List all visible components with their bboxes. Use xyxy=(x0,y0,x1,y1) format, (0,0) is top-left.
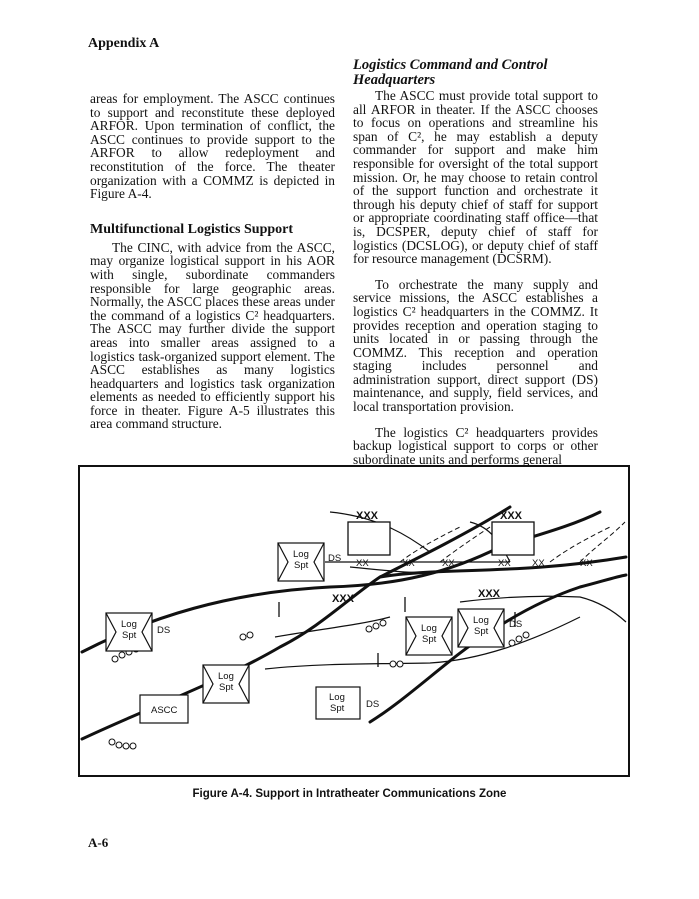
route-circles-center xyxy=(240,632,253,640)
xxx-label-boundary: XXX xyxy=(332,593,355,605)
spt-label-2: Spt xyxy=(122,630,137,641)
xx-dashed-1 xyxy=(400,527,460,562)
ds-label-2: DS xyxy=(157,625,171,636)
xxx-label-boundary-2: XXX xyxy=(478,588,501,600)
figure-a4-frame xyxy=(78,465,630,777)
corps-hq-box-2 xyxy=(492,522,534,555)
xx-label-3: XX xyxy=(442,558,455,569)
xx-label-2: XX xyxy=(402,558,415,569)
page-header: Appendix A xyxy=(88,36,160,51)
log-label-4: Log xyxy=(421,623,437,634)
left-column xyxy=(90,92,335,431)
log-label-6: Log xyxy=(329,692,345,703)
ds-label-1: DS xyxy=(328,553,342,564)
xx-label-4: XX xyxy=(498,558,511,569)
log-label-1: Log xyxy=(293,549,309,560)
log-label-5: Log xyxy=(473,615,489,626)
left-paragraph-1: areas for employment. The ASCC continues to support and reconstitute these deployed ARFOR. Upon termination of conflict, the ASCC continues to provide support to the ARFOR to allow redeployment and reconstitution of the force. The theater organization with a COMMZ is depicted in Figure A-4. xyxy=(90,91,335,202)
spt-label-1: Spt xyxy=(294,560,309,571)
xxx-label-2: XXX xyxy=(500,510,523,522)
right-paragraph-1: The ASCC must provide total support to all ARFOR in theater. If the ASCC chooses to focus on operations and streamline his span of C², he may establish a deputy commander for support and make him responsible for oversight of the total support mission. Or, he may choose to retain control of the support function and orchestrate it through his deputy chief of staff for support or appropriate coordinating staff office—that is, DCSPER, deputy chief of staff for logistics (DCSLOG), or deputy chief of staff for resource management (DCSRM). xyxy=(353,88,598,267)
figure-caption: Figure A-4. Support in Intratheater Communications Zone xyxy=(192,788,507,800)
right-paragraph-2: To orchestrate the many supply and service missions, the ASCC establishes a logistics C² headquarters in the COMMZ. It provides reception and operation staging to units located in or passing through the COMMZ. This reception and operation staging includes personnel and administration support, direct support (DS) maintenance, and supply, field services, and local transportation provision. xyxy=(353,276,598,415)
xx-dashed-3 xyxy=(550,527,610,562)
page-number: A-6 xyxy=(88,835,109,850)
xx-label-5: XX xyxy=(532,558,545,569)
right-column xyxy=(353,58,598,466)
corps-hq-box-1 xyxy=(348,522,390,555)
figure-a4-diagram xyxy=(80,467,628,775)
log-label-2: Log xyxy=(121,619,137,630)
section-heading-logistics-c2: Logistics Command and Control Headquarters xyxy=(353,57,548,88)
left-paragraph-2: The CINC, with advice from the ASCC, may organize logistical support in his AOR with single, subordinate commanders responsible for large geographic areas. Normally, the ASCC places these areas under the command of a logistics C² headquarters. The ASCC may further divide the support areas into smaller areas assigned to a logistics task-organized support element. The ASCC establishes as many logistics headquarters and logistics task organization elements as needed to efficiently support his force in theater. Figure A-5 illustrates this area command structure. xyxy=(90,239,335,432)
ds-label-5: DS xyxy=(509,619,523,630)
xx-label-1: XX xyxy=(356,558,369,569)
ds-label-6: DS xyxy=(366,699,380,710)
xx-label-6: XX xyxy=(580,558,593,569)
xxx-label-1: XXX xyxy=(356,510,379,522)
spt-label-5: Spt xyxy=(474,626,489,637)
ascc-label: ASCC xyxy=(151,705,178,716)
spt-label-4: Spt xyxy=(422,634,437,645)
xx-dashed-4 xyxy=(580,522,625,562)
spt-label-6: Spt xyxy=(330,703,345,714)
spt-label-3: Spt xyxy=(219,682,234,693)
route-circles-sw xyxy=(109,739,136,749)
log-label-3: Log xyxy=(218,671,234,682)
route-circles-south xyxy=(390,661,403,667)
right-paragraph-3: The logistics C² headquarters provides backup logistical support to corps or other subordinate units and performs general xyxy=(353,424,598,467)
section-heading-multifunctional: Multifunctional Logistics Support xyxy=(90,221,294,237)
